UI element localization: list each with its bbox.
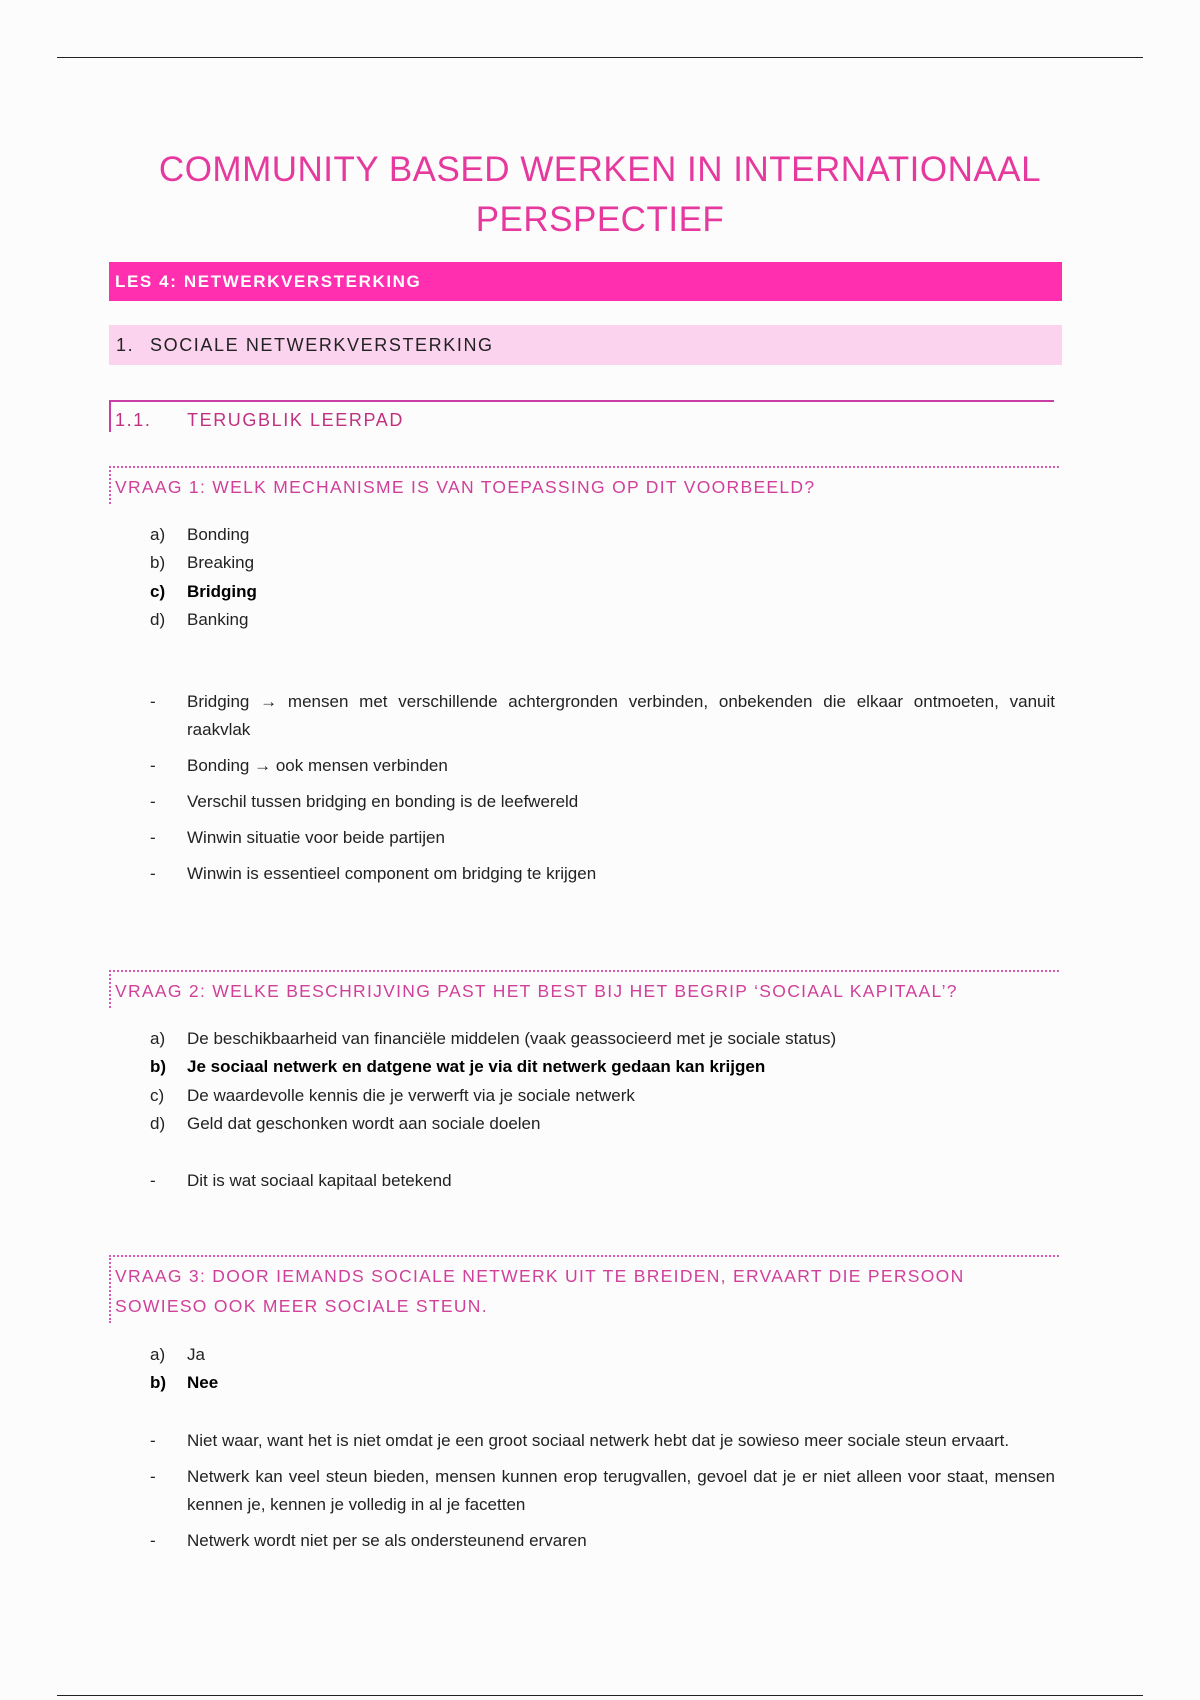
section-number: 1. [116,335,135,355]
option-letter: a) [150,1029,166,1048]
note-item [150,1427,1055,1455]
option-letter: b) [150,1057,167,1077]
option-text: Breaking [187,553,255,573]
question-3-notes [150,1427,1055,1555]
bullet-dash: - [150,1531,156,1550]
option-letter: d) [150,1113,166,1133]
option-letter: a) [150,525,166,544]
note-item [150,1463,1055,1519]
note-item [150,1167,1055,1195]
bullet-dash: - [150,864,156,883]
option-text: Ja [187,1345,205,1364]
question-1-notes [150,688,1055,888]
option-letter: d) [150,609,166,629]
note-item [150,688,1055,744]
bullet-dash: - [150,1171,156,1190]
bullet-dash: - [150,1467,156,1486]
note-text: Winwin is essentieel component om bridging te krijgen [187,864,597,883]
lesson-heading: LES 4: NETWERKVERSTERKING [109,262,1062,301]
question-1-heading: VRAAG 1: WELK MECHANISME IS VAN TOEPASSING OP DIT VOORBEELD? [109,466,1059,504]
option-text: Banking [187,609,249,629]
option [150,521,257,549]
option-text: Bridging [187,581,257,601]
question-1-options [150,521,257,634]
page-bottom-rule [57,1695,1143,1696]
note-text: Netwerk wordt niet per se als ondersteunend ervaren [187,1531,587,1550]
option-correct [150,1053,836,1081]
section-title: SOCIALE NETWERKVERSTERKING [150,335,494,355]
question-3-heading-line-2: SOWIESO OOK MEER SOCIALE STEUN. [115,1296,488,1316]
bullet-dash: - [150,756,156,775]
question-3-heading-line-1: VRAAG 3: DOOR IEMANDS SOCIALE NETWERK UIT TE BREIDEN, ERVAART DIE PERSOON [115,1266,965,1286]
note-text: Bonding → ook mensen verbinden [187,756,448,775]
option-letter: c) [150,1085,165,1105]
option-text: Nee [187,1373,219,1393]
note-text: Netwerk kan veel steun bieden, mensen kunnen erop terugvallen, gevoel dat je er niet alleen voor staat, mensen kennen je, kennen je volledig in al je facetten [187,1467,1055,1514]
question-2-options [150,1025,836,1138]
option-text: Bonding [187,525,250,544]
option [150,1110,836,1138]
option [150,1341,218,1369]
note-item [150,788,1055,816]
note-item [150,752,1055,780]
note-text: Dit is wat sociaal kapitaal betekend [187,1171,452,1190]
option-text: De waardevolle kennis die je verwerft via je sociale netwerk [187,1085,635,1105]
title-line-2: PERSPECTIEF [475,200,725,239]
option [150,1025,836,1053]
question-3-options [150,1341,218,1398]
section-heading [109,325,1062,365]
note-item [150,860,1055,888]
subsection-title: TERUGBLIK LEERPAD [187,410,404,430]
note-text: Bridging → mensen met verschillende achtergronden verbinden, onbekenden die elkaar ontmoeten, vanuit raakvlak [187,692,1055,739]
option-text: De beschikbaarheid van financiële middelen (vaak geassocieerd met je sociale status) [187,1029,837,1048]
option [150,549,257,577]
option [150,1082,836,1110]
question-3-heading [109,1255,1059,1323]
bullet-dash: - [150,792,156,811]
bullet-dash: - [150,828,156,847]
option-correct [150,578,257,606]
option-letter: b) [150,553,166,573]
note-text: Verschil tussen bridging en bonding is de leefwereld [187,792,579,811]
option-letter: a) [150,1345,166,1364]
note-text: Winwin situatie voor beide partijen [187,828,445,847]
title-line-1: COMMUNITY BASED WERKEN IN INTERNATIONAAL [158,150,1042,189]
option-text: Geld dat geschonken wordt aan sociale doelen [187,1113,541,1133]
bullet-dash: - [150,1431,156,1450]
bullet-dash: - [150,692,156,711]
subsection-number: 1.1. [115,410,152,430]
question-2-notes [150,1167,1055,1195]
option-correct [150,1369,218,1397]
option [150,606,257,634]
option-letter: c) [150,581,166,601]
option-letter: b) [150,1373,167,1393]
note-text: Niet waar, want het is niet omdat je een groot sociaal netwerk hebt dat je sowieso meer sociale steun ervaart. [187,1431,1010,1450]
note-item [150,1527,1055,1555]
page-top-rule [57,57,1143,58]
document-title [100,145,1100,245]
question-2-heading: VRAAG 2: WELKE BESCHRIJVING PAST HET BEST BIJ HET BEGRIP ‘SOCIAAL KAPITAAL’? [109,970,1059,1008]
option-text: Je sociaal netwerk en datgene wat je via dit netwerk gedaan kan krijgen [187,1057,766,1077]
subsection-heading [109,400,1054,432]
note-item [150,824,1055,852]
